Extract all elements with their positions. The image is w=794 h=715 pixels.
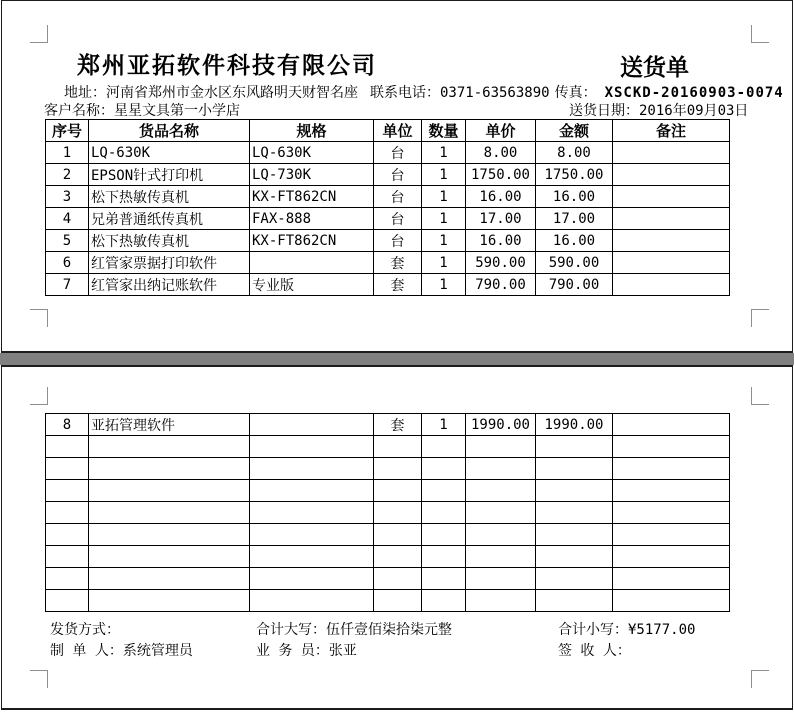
cell: 红管家出纳记账软件 [89, 274, 250, 296]
cell [250, 568, 374, 590]
delivery-date-label: 送货日期： [569, 103, 639, 119]
cell: 1990.00 [536, 414, 613, 436]
customer-line [44, 103, 240, 119]
table-row [46, 186, 730, 208]
column-header: 备注 [613, 120, 730, 142]
table-row [46, 414, 730, 436]
salesperson-field [256, 643, 357, 660]
cell: 专业版 [250, 274, 374, 296]
empty-table-row [46, 546, 730, 568]
cell: 1 [422, 414, 466, 436]
empty-table-row [46, 480, 730, 502]
cell: 台 [374, 186, 422, 208]
cell [250, 524, 374, 546]
cell: 2 [46, 164, 89, 186]
document-maker-field [50, 643, 193, 660]
total-amount-label: 合计小写： [558, 622, 628, 638]
cell [613, 230, 730, 252]
cell [536, 436, 613, 458]
cell [374, 568, 422, 590]
cell: 16.00 [536, 230, 613, 252]
document-maker-value: 系统管理员 [122, 643, 193, 659]
column-header: 规格 [250, 120, 374, 142]
cell: 8 [46, 414, 89, 436]
address-label: 地址： [64, 85, 106, 101]
cell [374, 436, 422, 458]
salesperson-label: 业 务 员： [256, 643, 329, 659]
cell [613, 568, 730, 590]
margin-mark-top-right [751, 25, 769, 43]
cell [374, 480, 422, 502]
cell [89, 436, 250, 458]
total-in-words-value: 伍仟壹佰柒拾柒元整 [326, 622, 452, 638]
cell: LQ-730K [250, 164, 374, 186]
cell [613, 546, 730, 568]
table-row [46, 230, 730, 252]
cell [89, 458, 250, 480]
salesperson-value: 张亚 [328, 643, 357, 659]
company-name: 郑州亚拓软件科技有限公司 [77, 53, 377, 79]
cell [422, 480, 466, 502]
cell [422, 568, 466, 590]
cell [374, 458, 422, 480]
cell: 1750.00 [466, 164, 536, 186]
cell: 17.00 [536, 208, 613, 230]
cell [613, 524, 730, 546]
document-title: 送货单 [620, 55, 689, 81]
cell: 1990.00 [466, 414, 536, 436]
cell [613, 458, 730, 480]
total-in-words-label: 合计大写： [256, 622, 326, 638]
margin-mark-bottom-left [30, 670, 48, 688]
order-number: XSCKD-20160903-0074 [604, 85, 784, 101]
cell: 16.00 [466, 230, 536, 252]
margin-mark-top-right [751, 387, 769, 405]
cell [422, 590, 466, 612]
empty-table-row [46, 568, 730, 590]
cell: 亚拓管理软件 [89, 414, 250, 436]
cell: 1750.00 [536, 164, 613, 186]
cell: 1 [422, 208, 466, 230]
table-row [46, 164, 730, 186]
cell [46, 524, 89, 546]
cell [422, 502, 466, 524]
cell [466, 480, 536, 502]
customer-label: 客户名称： [44, 103, 114, 119]
cell [536, 524, 613, 546]
cell [250, 252, 374, 274]
cell [89, 546, 250, 568]
ship-method-field [50, 622, 120, 639]
table-row [46, 142, 730, 164]
cell: KX-FT862CN [250, 230, 374, 252]
cell: 台 [374, 164, 422, 186]
margin-mark-top-left [30, 25, 48, 43]
cell: KX-FT862CN [250, 186, 374, 208]
phone-label: 联系电话： [370, 85, 440, 101]
cell [250, 436, 374, 458]
receiver-field [558, 643, 631, 660]
cell [613, 186, 730, 208]
cell: LQ-630K [89, 142, 250, 164]
cell [466, 458, 536, 480]
ship-method-label: 发货方式： [50, 622, 120, 638]
cell [466, 524, 536, 546]
cell: 台 [374, 142, 422, 164]
cell: 16.00 [466, 186, 536, 208]
cell: 8.00 [536, 142, 613, 164]
cell: 590.00 [466, 252, 536, 274]
cell [422, 546, 466, 568]
table-row [46, 274, 730, 296]
cell: 5 [46, 230, 89, 252]
cell [536, 458, 613, 480]
column-header: 单价 [466, 120, 536, 142]
column-header: 货品名称 [89, 120, 250, 142]
cell: 4 [46, 208, 89, 230]
cell [89, 590, 250, 612]
cell [613, 436, 730, 458]
cell [613, 414, 730, 436]
cell: FAX-888 [250, 208, 374, 230]
cell: 1 [46, 142, 89, 164]
cell: 7 [46, 274, 89, 296]
column-header: 金额 [536, 120, 613, 142]
cell: 台 [374, 230, 422, 252]
page-divider [0, 353, 794, 365]
cell [374, 546, 422, 568]
receiver-label: 签 收 人： [558, 643, 631, 659]
total-in-words-field [256, 622, 452, 639]
cell [89, 568, 250, 590]
cell [536, 480, 613, 502]
customer-name: 星星文具第一小学店 [114, 103, 240, 119]
cell [250, 502, 374, 524]
cell [89, 480, 250, 502]
cell [89, 524, 250, 546]
cell [46, 590, 89, 612]
cell: LQ-630K [250, 142, 374, 164]
empty-table-row [46, 436, 730, 458]
cell: 套 [374, 414, 422, 436]
cell: 1 [422, 186, 466, 208]
cell: 6 [46, 252, 89, 274]
column-header: 序号 [46, 120, 89, 142]
cell [250, 590, 374, 612]
cell [466, 502, 536, 524]
cell [422, 458, 466, 480]
cell [466, 546, 536, 568]
cell [374, 590, 422, 612]
margin-mark-bottom-left [30, 309, 48, 327]
document-maker-label: 制 单 人： [50, 643, 123, 659]
cell [46, 546, 89, 568]
cell: 松下热敏传真机 [89, 230, 250, 252]
table-row [46, 208, 730, 230]
table-row [46, 252, 730, 274]
column-header: 数量 [422, 120, 466, 142]
cell: 台 [374, 208, 422, 230]
cell: 1 [422, 230, 466, 252]
cell: 套 [374, 252, 422, 274]
address-line [64, 85, 784, 101]
table-header-row [46, 120, 730, 142]
margin-mark-bottom-right [751, 309, 769, 327]
cell [250, 480, 374, 502]
cell: 790.00 [536, 274, 613, 296]
cell: EPSON针式打印机 [89, 164, 250, 186]
cell: 1 [422, 274, 466, 296]
cell [374, 502, 422, 524]
cell: 松下热敏传真机 [89, 186, 250, 208]
cell: 套 [374, 274, 422, 296]
cell [422, 436, 466, 458]
total-amount-value: ¥5177.00 [628, 622, 696, 638]
cell [536, 590, 613, 612]
items-table-page1 [45, 119, 730, 296]
address-value: 河南省郑州市金水区东风路明天财智名座 [106, 85, 358, 101]
cell [536, 568, 613, 590]
cell [374, 524, 422, 546]
margin-mark-top-left [30, 387, 48, 405]
cell: 3 [46, 186, 89, 208]
cell [46, 480, 89, 502]
cell [250, 414, 374, 436]
cell: 红管家票据打印软件 [89, 252, 250, 274]
cell [466, 568, 536, 590]
items-table-page2 [45, 413, 730, 612]
cell: 1 [422, 164, 466, 186]
cell: 1 [422, 252, 466, 274]
cell: 8.00 [466, 142, 536, 164]
empty-table-row [46, 458, 730, 480]
page-2 [1, 365, 793, 710]
cell [250, 546, 374, 568]
delivery-date-value: 2016年09月03日 [639, 103, 749, 119]
cell [536, 502, 613, 524]
cell: 16.00 [536, 186, 613, 208]
cell [613, 502, 730, 524]
cell [46, 458, 89, 480]
delivery-date-line [569, 103, 748, 119]
empty-table-row [46, 502, 730, 524]
empty-table-row [46, 590, 730, 612]
cell [466, 436, 536, 458]
cell [46, 502, 89, 524]
total-amount-field [558, 622, 695, 639]
cell: 兄弟普通纸传真机 [89, 208, 250, 230]
margin-mark-bottom-right [751, 670, 769, 688]
cell [613, 274, 730, 296]
cell: 1 [422, 142, 466, 164]
phone-value: 0371-63563890 [440, 85, 550, 101]
cell: 590.00 [536, 252, 613, 274]
column-header: 单位 [374, 120, 422, 142]
cell: 17.00 [466, 208, 536, 230]
cell [613, 164, 730, 186]
cell [536, 546, 613, 568]
empty-table-row [46, 524, 730, 546]
cell [466, 590, 536, 612]
cell: 790.00 [466, 274, 536, 296]
cell [250, 458, 374, 480]
cell [613, 208, 730, 230]
cell [613, 480, 730, 502]
cell [613, 590, 730, 612]
cell [422, 524, 466, 546]
cell [89, 502, 250, 524]
cell [613, 252, 730, 274]
page-1 [1, 0, 793, 353]
cell [613, 142, 730, 164]
cell [46, 568, 89, 590]
cell [46, 436, 89, 458]
fax-label: 传真： [554, 85, 597, 101]
